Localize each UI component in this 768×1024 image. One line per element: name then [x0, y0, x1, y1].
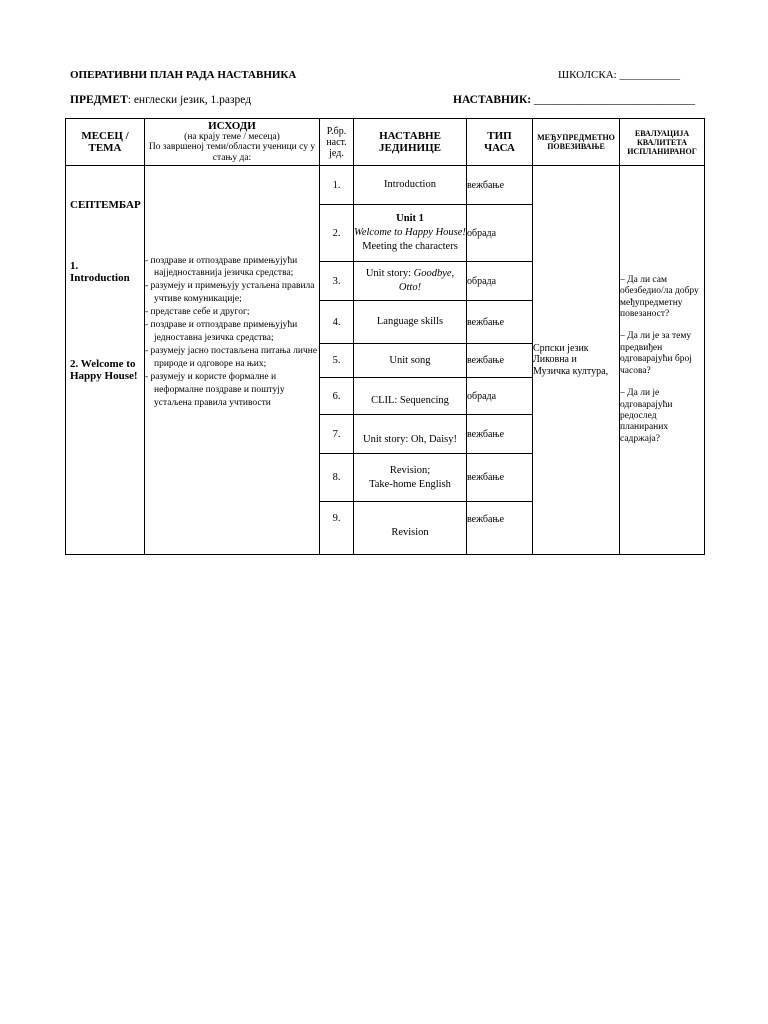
correlation-cell [533, 166, 620, 555]
outcomes-list [145, 255, 319, 410]
outcomes-header: ИСХОДИ (на крају теме / месеца) По завршеној теми/области ученици су у стању да: [145, 119, 320, 166]
lesson-number: 9. [320, 502, 354, 555]
lesson-unit: Introduction [354, 166, 467, 205]
lesson-unit: CLIL: Sequencing [354, 378, 467, 415]
lesson-number: 8. [320, 454, 354, 502]
list-item: - поздраве и отпоздраве примењујући најједноставнија језичка средства; [145, 255, 298, 279]
lesson-unit: Unit story: Oh, Daisy! [354, 415, 467, 454]
subject-value: : енглески језик, 1.разред [127, 94, 252, 106]
lesson-number: 4. [320, 301, 354, 344]
subject-line [70, 94, 251, 106]
school-year-field [558, 69, 680, 81]
evaluation-question: – Да ли сам обезбедио/ла добру међупредметну повезаност? [620, 274, 699, 320]
lesson-number: 6. [320, 378, 354, 415]
type-header: ТИП ЧАСА [467, 119, 533, 166]
lesson-type: вежбање [467, 301, 533, 344]
lesson-number: 3. [320, 262, 354, 301]
month-name: СЕПТЕМБАР [70, 199, 141, 211]
lesson-number: 2. [320, 205, 354, 262]
document-title: ОПЕРАТИВНИ ПЛАН РАДА НАСТАВНИКА [70, 69, 297, 81]
lesson-type: вежбање [467, 502, 533, 555]
list-item: - разумеју и примењују устаљена правила учтиве комуникације; [145, 281, 315, 305]
lesson-type: обрада [467, 205, 533, 262]
list-item: - разумеју јасно постављена питања личне природе и одговоре на њих; [145, 345, 318, 369]
lesson-unit: Revision [354, 502, 467, 555]
lesson-unit: Unit story: Goodbye, Otto! [354, 262, 467, 301]
school-label: ШКОЛСКА: [558, 69, 617, 81]
lesson-number: 1. [320, 166, 354, 205]
month-header: МЕСЕЦ / ТЕМА [66, 119, 145, 166]
list-item: - представе себе и другог; [145, 307, 250, 318]
outcomes-cell [145, 166, 320, 555]
evaluation-header: ЕВАЛУАЦИЈА КВАЛИТЕТА ИСПЛАНИРАНОГ [620, 119, 705, 166]
header-row [66, 119, 705, 166]
table-row [66, 166, 705, 205]
list-item: - разумеју и користе формалне и неформалне поздраве и поштују устаљена правила учтивости [145, 371, 285, 408]
lesson-number-header: Р.бр. наст. јед. [320, 119, 354, 166]
units-header: НАСТАВНЕ ЈЕДИНИЦЕ [354, 119, 467, 166]
evaluation-question: – Да ли је за тему предвиђен одговарајући број часова? [620, 331, 692, 376]
teacher-blank: ____________________________ [534, 94, 695, 106]
lesson-number: 5. [320, 344, 354, 378]
teacher-field [453, 94, 695, 106]
lesson-unit: Unit song [354, 344, 467, 378]
lesson-unit: Revision; Take-home English [354, 454, 467, 502]
school-blank: ___________ [619, 69, 680, 81]
lesson-unit: Unit 1 Welcome to Happy House! Meeting the characters [354, 205, 467, 262]
teacher-label: НАСТАВНИК: [453, 94, 532, 106]
evaluation-question: – Да ли је одговарајући редослед планираних садржаја? [620, 388, 673, 444]
lesson-type: вежбање [467, 344, 533, 378]
correlation-line: Музичка култура, [533, 365, 609, 377]
correlation-header: МЕЂУПРЕДМЕТНО ПОВЕЗИВАЊЕ [533, 119, 620, 166]
list-item: - поздраве и отпоздраве примењујући једноставна језичка средства; [145, 320, 298, 343]
topic-2: 2. Welcome to Happy House! [70, 358, 138, 382]
correlation-line: Ликовна и [533, 354, 577, 366]
lesson-type: обрада [467, 378, 533, 415]
lesson-type: вежбање [467, 454, 533, 502]
month-cell [66, 166, 145, 555]
lesson-type: вежбање [467, 166, 533, 205]
topic-1: 1. Introduction [70, 260, 130, 284]
evaluation-cell [620, 166, 705, 555]
correlation-line: Српски језик [533, 342, 589, 354]
lesson-unit: Language skills [354, 301, 467, 344]
lesson-type: вежбање [467, 415, 533, 454]
lesson-type: обрада [467, 262, 533, 301]
plan-table [65, 118, 705, 555]
lesson-number: 7. [320, 415, 354, 454]
subject-label: ПРЕДМЕТ [70, 94, 128, 106]
